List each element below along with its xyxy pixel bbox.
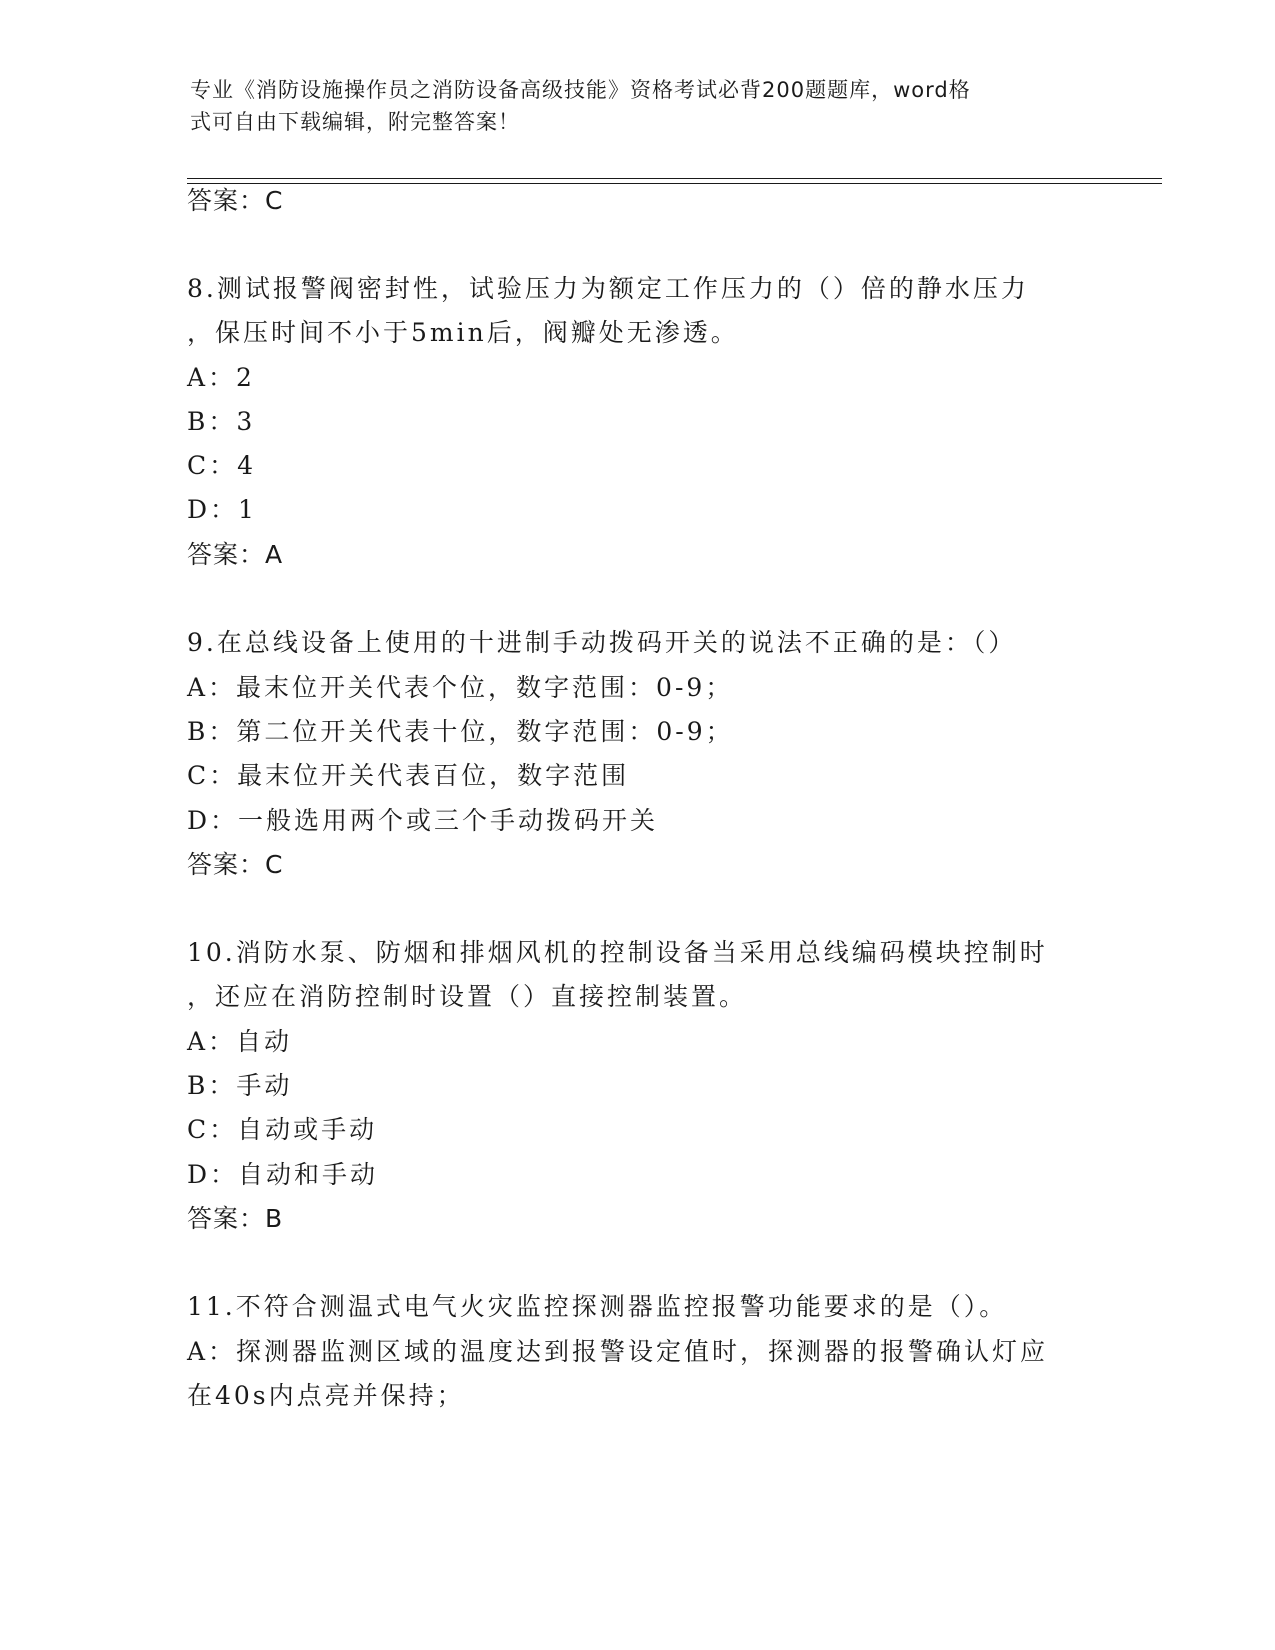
header-line-1: 专业《消防设施操作员之消防设备高级技能》资格考试必背200题题库，word格 [190, 78, 971, 102]
question-10-stem-line-1: 10.消防水泵、防烟和排烟风机的控制设备当采用总线编码模块控制时 [187, 938, 1048, 967]
answer-label: 答案：C [187, 186, 284, 215]
question-10-option-d: D：自动和手动 [187, 1160, 379, 1189]
question-10-option-c: C：自动或手动 [187, 1115, 378, 1144]
question-10-option-a: A：自动 [187, 1027, 293, 1056]
header-divider [187, 178, 1162, 184]
question-8-option-b: B：3 [187, 407, 256, 436]
question-9-answer: 答案：C [187, 850, 284, 879]
question-8-stem-line-1: 8.测试报警阀密封性，试验压力为额定工作压力的（）倍的静水压力 [187, 274, 1029, 303]
question-8-stem-line-2: ，保压时间不小于5min后，阀瓣处无渗透。 [187, 318, 739, 347]
question-9-option-d: D：一般选用两个或三个手动拨码开关 [187, 806, 659, 835]
question-9-option-c: C：最末位开关代表百位，数字范围 [187, 761, 630, 790]
question-8-option-a: A：2 [187, 363, 255, 392]
question-10-stem-line-2: ，还应在消防控制时设置（）直接控制装置。 [187, 982, 748, 1011]
question-8-answer: 答案：A [187, 540, 284, 569]
question-8-option-c: C：4 [187, 451, 257, 480]
question-10-option-b: B：手动 [187, 1071, 293, 1100]
question-9-stem-line-1: 9.在总线设备上使用的十进制手动拨码开关的说法不正确的是：（） [187, 628, 1017, 657]
question-11-option-a: A：探测器监测区域的温度达到报警设定值时，探测器的报警确认灯应 [187, 1337, 1049, 1366]
question-11-stem-line-1: 11.不符合测温式电气火灾监控探测器监控报警功能要求的是（）。 [187, 1292, 1008, 1321]
document-header [190, 74, 1090, 138]
header-line-2: 式可自由下载编辑，附完整答案！ [190, 110, 520, 134]
question-11-option-a-cont: 在40s内点亮并保持； [187, 1381, 465, 1410]
question-8-option-d: D：1 [187, 495, 257, 524]
question-9-option-b: B：第二位开关代表十位，数字范围：0-9； [187, 717, 734, 746]
question-10-answer: 答案：B [187, 1204, 284, 1233]
question-9-option-a: A：最末位开关代表个位，数字范围：0-9； [187, 673, 734, 702]
